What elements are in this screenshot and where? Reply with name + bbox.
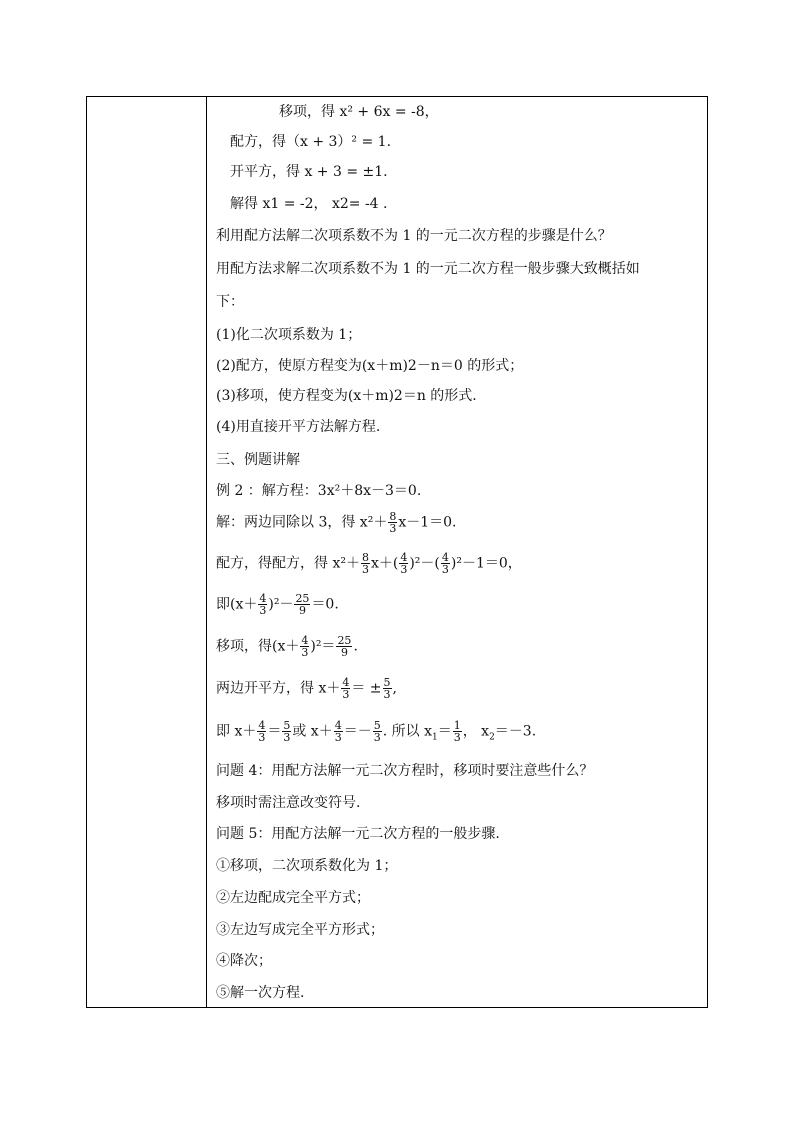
line-23: ①移项，二次项系数化为 1； (216, 858, 398, 874)
line-22: 问题 5：用配方法解一元二次方程的一般步骤. (216, 826, 500, 842)
line-9: (2)配方，使原方程变为(x＋m)2－n＝0 的形式； (216, 358, 524, 374)
line-16: 即(x＋ $\frac{4}{3}$ )²－ $\frac{25}{9}$ ＝0. (216, 592, 339, 617)
fraction: $\frac{25}{9}$ (295, 592, 310, 617)
fraction: $\frac{4}{3}$ (441, 551, 449, 576)
line-14: 解：两边同除以 3，得 x²＋ $\frac{8}{3}$ x－1＝0. (216, 510, 457, 535)
fraction: $\frac{5}{3}$ (383, 676, 391, 701)
line-7: 下： (216, 294, 244, 310)
fraction: $\frac{4}{3}$ (334, 719, 342, 744)
line-27: ⑤解一次方程. (216, 985, 305, 1001)
line-19: 即 x＋ $\frac{4}{3}$ ＝ $\frac{5}{3}$ 或 x＋ $\frac{4}{3}$ ＝－ $\frac{5}{3}$ . 所以 $x_1=$ $\frac{1}{3}$ ， $x_2=-3$. (216, 719, 537, 744)
fraction: $\frac{4}{3}$ (400, 551, 408, 576)
content-table (86, 96, 708, 1008)
line-4: 解得 x1 = -2， x2= -4 . (230, 196, 388, 212)
line-3: 开平方，得 x + 3 = ±1. (230, 164, 388, 180)
right-column (207, 97, 707, 1007)
line-13: 例 2 ：解方程：3x²＋8x－3＝0. (216, 483, 422, 499)
fraction: $\frac{8}{3}$ (389, 510, 397, 535)
line-6: 用配方法求解二次项系数不为 1 的一元二次方程一般步骤大致概括如 (216, 261, 640, 277)
fraction: $\frac{4}{3}$ (301, 634, 309, 659)
fraction: $\frac{5}{3}$ (373, 719, 381, 744)
line-5: 利用配方法解二次项系数不为 1 的一元二次方程的步骤是什么？ (216, 228, 612, 244)
line-21: 移项时需注意改变符号. (216, 795, 361, 811)
line-8: (1)化二次项系数为 1； (216, 327, 362, 343)
fraction: $\frac{4}{3}$ (342, 676, 350, 701)
line-25: ③左边写成完全平方形式； (216, 922, 384, 938)
line-18: 两边开平方，得 x＋ $\frac{4}{3}$ ＝ ± $\frac{5}{3}$ , (216, 676, 397, 701)
line-20: 问题 4：用配方法解一元二次方程时，移项时要注意些什么？ (216, 763, 594, 779)
fraction: $\frac{4}{3}$ (259, 592, 267, 617)
line-17: 移项，得(x＋ $\frac{4}{3}$ )²＝ $\frac{25}{9}$ . (216, 634, 358, 659)
line-12: 三、例题讲解 (216, 452, 300, 468)
left-column (87, 97, 207, 1007)
line-11: (4)用直接开平方法解方程. (216, 419, 381, 435)
fraction: $\frac{1}{3}$ (453, 719, 461, 744)
line-1: 移项，得 x² + 6x = -8， (279, 104, 439, 120)
line-24: ②左边配成完全平方式； (216, 890, 370, 906)
line-26: ④降次； (216, 953, 272, 969)
line-10: (3)移项，使方程变为(x＋m)2＝n 的形式. (216, 388, 477, 404)
line-2: 配方，得（x + 3）² = 1. (230, 134, 392, 150)
line-15: 配方，得配方，得 x²＋ $\frac{8}{3}$ x＋( $\frac{4}{3}$ )²－( $\frac{4}{3}$ )²－1＝0， (216, 551, 522, 576)
fraction: $\frac{25}{9}$ (337, 634, 352, 659)
fraction: $\frac{4}{3}$ (258, 719, 266, 744)
fraction: $\frac{8}{3}$ (361, 551, 369, 576)
fraction: $\frac{5}{3}$ (283, 719, 291, 744)
